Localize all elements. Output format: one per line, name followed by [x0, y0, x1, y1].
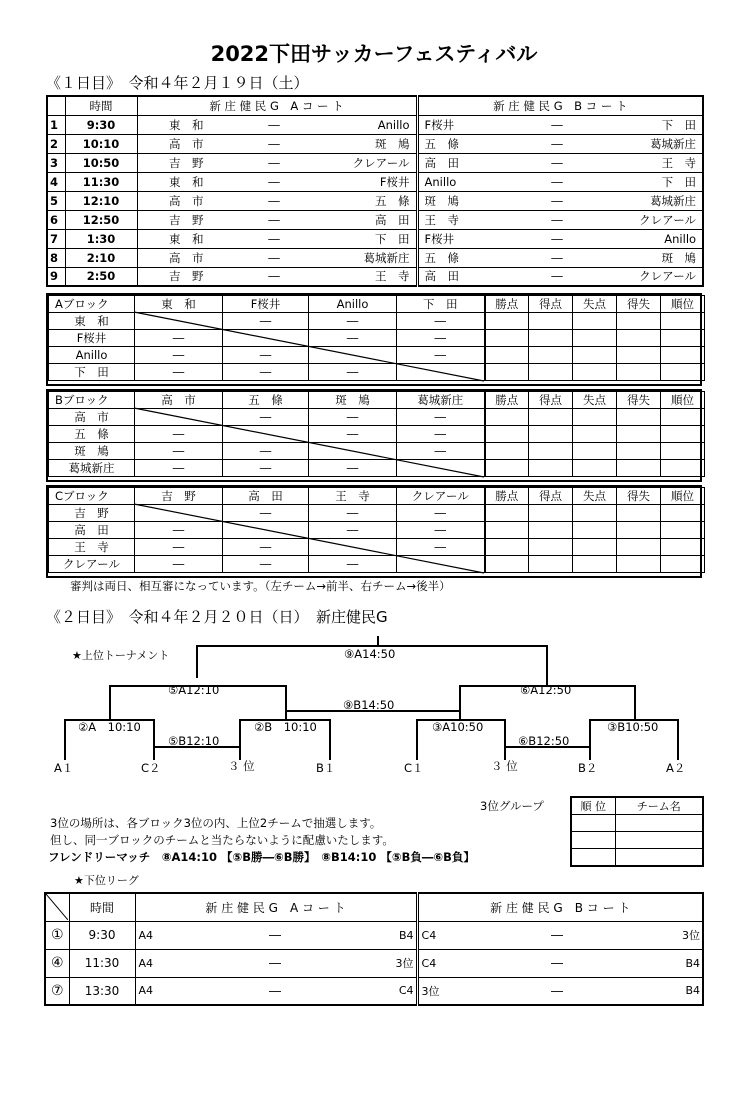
block-column-team: 五 條	[223, 392, 309, 409]
court-b-right-team: 下 田	[601, 172, 703, 191]
court-b-left-team: Anillo	[417, 172, 513, 191]
block-row-team: 東 和	[49, 313, 135, 330]
match-time: 10:50	[65, 153, 137, 172]
court-b-vs: ―	[513, 210, 601, 229]
court-b-left-team: C4	[417, 921, 477, 949]
court-a-right-team: C4	[355, 977, 417, 1005]
block-column-team: 斑 鳩	[309, 392, 397, 409]
bracket-qf-left-play: ⑤B12:10	[168, 734, 220, 748]
same-block-note: 但し、同一ブロックのチームと当たらないように配慮いたします。	[50, 833, 394, 847]
court-b-right-team: Anillo	[601, 229, 703, 248]
court-a-left-team: A4	[135, 977, 195, 1005]
block-row-team: 高 田	[49, 522, 135, 539]
stat-header: 失点	[573, 488, 617, 505]
block-name: Bブロック	[49, 392, 135, 409]
court-a-right-team: 王 寺	[313, 267, 417, 286]
third-cell	[615, 815, 703, 832]
header-court-b: 新 庄 健 民 G B コ ー ト	[417, 96, 703, 115]
result-cell: ―	[135, 347, 223, 364]
lower-league-table	[44, 892, 704, 1006]
bracket-semi-right: ⑥A12:50	[520, 683, 572, 697]
court-b-left-team: 五 條	[417, 248, 513, 267]
court-a-vs: ―	[235, 210, 313, 229]
match-time: 2:50	[65, 267, 137, 286]
result-cell: ―	[397, 347, 485, 364]
third-cell	[571, 815, 615, 832]
lower-match-time: 11:30	[69, 949, 135, 977]
result-cell: ―	[397, 443, 485, 460]
court-a-left-team: 東 和	[137, 172, 235, 191]
block-row-team: 五 條	[49, 426, 135, 443]
court-a-right-team: 五 條	[313, 191, 417, 210]
court-b-vs: ―	[513, 229, 601, 248]
bracket-seed: B２	[578, 761, 598, 775]
court-a-left-team: 高 市	[137, 191, 235, 210]
day2-heading: 《２日目》 令和４年２月２０日（日） 新庄健民G	[46, 608, 388, 626]
result-cell: ―	[223, 556, 309, 573]
bracket-seed: ３ 位	[228, 759, 255, 773]
court-b-left-team: 五 條	[417, 134, 513, 153]
match-number: 1	[47, 115, 65, 134]
block-row-team: 斑 鳩	[49, 443, 135, 460]
block-row-team: F桜井	[49, 330, 135, 347]
result-cell: ―	[223, 505, 309, 522]
page-title: 2022下田サッカーフェスティバル	[210, 42, 538, 66]
court-b-right-team: 下 田	[601, 115, 703, 134]
court-a-left-team: 吉 野	[137, 210, 235, 229]
result-cell: ―	[135, 426, 223, 443]
lower-row	[45, 921, 703, 949]
block-column-team: 下 田	[397, 296, 485, 313]
result-cell: ―	[135, 460, 223, 477]
court-b-left-team: F桜井	[417, 229, 513, 248]
match-time: 1:30	[65, 229, 137, 248]
court-b-left-team: 斑 鳩	[417, 191, 513, 210]
stat-header: 得点	[529, 296, 573, 313]
result-cell: ―	[309, 522, 397, 539]
court-b-left-team: 3位	[417, 977, 477, 1005]
bracket-qf-left-1: ②A 10:10	[78, 720, 141, 734]
result-cell: ―	[135, 330, 223, 347]
stat-header: 勝点	[485, 296, 529, 313]
lower-match-time: 13:30	[69, 977, 135, 1005]
court-b-right-team: クレアール	[601, 267, 703, 286]
court-a-right-team: 葛城新庄	[313, 248, 417, 267]
block-name: Aブロック	[49, 296, 135, 313]
court-a-left-team: 吉 野	[137, 153, 235, 172]
lower-header-time: 時間	[69, 893, 135, 921]
block-column-team: 吉 野	[135, 488, 223, 505]
stat-header: 得点	[529, 488, 573, 505]
stat-header: 得点	[529, 392, 573, 409]
third-cell	[615, 832, 703, 849]
match-number: 7	[47, 229, 65, 248]
court-b-right-team: B4	[637, 949, 703, 977]
upper-tournament-label: ★上位トーナメント	[72, 649, 170, 662]
friendly-match-note: フレンドリーマッチ ⑧A14:10 【⑤B勝―⑥B勝】 ⑧B14:10 【⑤B負―⑥B負】	[48, 850, 475, 864]
lower-league-label: ★下位リーグ	[74, 874, 139, 887]
lower-match-number: ①	[45, 921, 69, 949]
court-a-vs: ―	[235, 115, 313, 134]
court-a-left-team: 吉 野	[137, 267, 235, 286]
bracket-final: ⑨A14:50	[344, 647, 396, 661]
block-column-team: 東 和	[135, 296, 223, 313]
result-cell: ―	[309, 426, 397, 443]
court-a-vs: ―	[235, 153, 313, 172]
court-b-vs: ―	[513, 172, 601, 191]
lower-header-corner	[45, 893, 69, 921]
lower-row	[45, 949, 703, 977]
header-time: 時間	[65, 96, 137, 115]
court-a-vs: ―	[235, 248, 313, 267]
court-a-right-team: 高 田	[313, 210, 417, 229]
court-b-left-team: 高 田	[417, 153, 513, 172]
block-column-team: 葛城新庄	[397, 392, 485, 409]
stat-header: 失点	[573, 296, 617, 313]
bracket-qf-right-1: ③A10:50	[432, 720, 484, 734]
stat-header: 失点	[573, 392, 617, 409]
court-a-left-team: 高 市	[137, 248, 235, 267]
result-cell: ―	[309, 409, 397, 426]
match-time: 11:30	[65, 172, 137, 191]
result-cell: ―	[223, 364, 309, 381]
day1-heading: 《１日目》 令和４年２月１９日（土）	[46, 74, 309, 92]
court-a-right-team: 斑 鳩	[313, 134, 417, 153]
block-name: Cブロック	[49, 488, 135, 505]
third-cell	[615, 849, 703, 866]
match-time: 12:50	[65, 210, 137, 229]
bracket-qf-right-play: ⑥B12:50	[518, 734, 570, 748]
court-b-right-team: 王 寺	[601, 153, 703, 172]
third-group-label: 3位グループ	[480, 799, 544, 813]
result-cell: ―	[135, 556, 223, 573]
match-time: 10:10	[65, 134, 137, 153]
result-cell: ―	[223, 460, 309, 477]
court-a-vs: ―	[195, 977, 355, 1005]
court-a-right-team: F桜井	[313, 172, 417, 191]
match-number: 2	[47, 134, 65, 153]
result-cell: ―	[309, 460, 397, 477]
court-b-vs: ―	[477, 921, 637, 949]
result-cell: ―	[223, 313, 309, 330]
result-cell: ―	[397, 426, 485, 443]
third-cell	[571, 849, 615, 866]
bracket-seed: C１	[404, 761, 424, 775]
stat-header: 順位	[661, 392, 705, 409]
court-b-vs: ―	[513, 267, 601, 286]
block-row-team: クレアール	[49, 556, 135, 573]
match-number: 4	[47, 172, 65, 191]
court-b-vs: ―	[513, 248, 601, 267]
block-column-team: 高 田	[223, 488, 309, 505]
court-a-left-team: 東 和	[137, 229, 235, 248]
block-row-team: 王 寺	[49, 539, 135, 556]
court-b-vs: ―	[513, 153, 601, 172]
bracket-seed: B１	[316, 761, 336, 775]
header-court-a: 新 庄 健 民 G A コ ー ト	[137, 96, 417, 115]
result-cell: ―	[135, 443, 223, 460]
court-b-left-team: 高 田	[417, 267, 513, 286]
court-b-vs: ―	[513, 134, 601, 153]
diagonal-line	[46, 894, 68, 920]
block-row-team: 高 市	[49, 409, 135, 426]
court-a-vs: ―	[235, 134, 313, 153]
lower-match-number: ⑦	[45, 977, 69, 1005]
match-number: 3	[47, 153, 65, 172]
result-cell: ―	[309, 556, 397, 573]
court-a-right-team: B4	[355, 921, 417, 949]
court-b-right-team: 葛城新庄	[601, 191, 703, 210]
block-row-team: 葛城新庄	[49, 460, 135, 477]
stat-header: 得失	[617, 488, 661, 505]
court-a-left-team: A4	[135, 949, 195, 977]
result-cell: ―	[397, 522, 485, 539]
court-b-right-team: 葛城新庄	[601, 134, 703, 153]
block-row-team: 下 田	[49, 364, 135, 381]
third-group-table	[570, 796, 704, 867]
court-b-left-team: C4	[417, 949, 477, 977]
court-a-vs: ―	[235, 172, 313, 191]
stat-header: 順位	[661, 488, 705, 505]
result-cell: ―	[223, 409, 309, 426]
bracket-qf-right-2: ③B10:50	[607, 720, 659, 734]
lottery-note: 3位の場所は、各ブロック3位の内、上位2チームで抽選します。	[50, 816, 382, 830]
lower-row	[45, 977, 703, 1005]
block-column-team: 王 寺	[309, 488, 397, 505]
match-number: 9	[47, 267, 65, 286]
court-a-right-team: Anillo	[313, 115, 417, 134]
result-cell: ―	[135, 364, 223, 381]
result-cell: ―	[135, 522, 223, 539]
lower-header-court-a: 新 庄 健 民 G A コ ー ト	[135, 893, 417, 921]
court-a-vs: ―	[235, 191, 313, 210]
block-column-team: Anillo	[309, 296, 397, 313]
stat-header: 勝点	[485, 488, 529, 505]
bracket-semi-left: ⑤A12:10	[168, 683, 220, 697]
stat-header: 得失	[617, 392, 661, 409]
lower-match-number: ④	[45, 949, 69, 977]
third-header-rank: 順 位	[571, 797, 615, 815]
result-cell: ―	[397, 409, 485, 426]
referee-note: 審判は両日、相互審になっています。（左チーム→前半、右チーム→後半）	[70, 579, 451, 593]
match-time: 2:10	[65, 248, 137, 267]
lower-match-time: 9:30	[69, 921, 135, 949]
result-cell: ―	[397, 539, 485, 556]
court-b-vs: ―	[513, 191, 601, 210]
court-b-vs: ―	[477, 977, 637, 1005]
block-column-team: F桜井	[223, 296, 309, 313]
court-b-right-team: クレアール	[601, 210, 703, 229]
court-a-left-team: 高 市	[137, 134, 235, 153]
result-cell: ―	[309, 364, 397, 381]
result-cell: ―	[309, 505, 397, 522]
bracket-third-place: ⑨B14:50	[343, 698, 395, 712]
court-a-right-team: 下 田	[313, 229, 417, 248]
court-b-right-team: 斑 鳩	[601, 248, 703, 267]
block-row-team: Anillo	[49, 347, 135, 364]
match-number: 8	[47, 248, 65, 267]
stat-header: 得失	[617, 296, 661, 313]
block-row-team: 吉 野	[49, 505, 135, 522]
court-a-vs: ―	[235, 229, 313, 248]
lower-header-court-b: 新 庄 健 民 G B コ ー ト	[417, 893, 703, 921]
third-header-team: チーム名	[615, 797, 703, 815]
lower-header-row	[45, 893, 703, 921]
bracket-seed: ３ 位	[491, 759, 518, 773]
block-column-team: 高 市	[135, 392, 223, 409]
result-cell: ―	[397, 330, 485, 347]
court-a-left-team: A4	[135, 921, 195, 949]
court-b-left-team: F桜井	[417, 115, 513, 134]
result-cell: ―	[309, 313, 397, 330]
bracket-seed: C２	[141, 761, 161, 775]
result-cell: ―	[223, 539, 309, 556]
bracket-seed: A１	[54, 761, 74, 775]
court-a-vs: ―	[235, 267, 313, 286]
match-number: 5	[47, 191, 65, 210]
court-a-right-team: 3位	[355, 949, 417, 977]
court-a-left-team: 東 和	[137, 115, 235, 134]
bracket-qf-left-2: ②B 10:10	[254, 720, 317, 734]
result-cell: ―	[223, 347, 309, 364]
court-a-vs: ―	[195, 949, 355, 977]
court-b-left-team: 王 寺	[417, 210, 513, 229]
block-column-team: クレアール	[397, 488, 485, 505]
bracket-seed: A２	[666, 761, 686, 775]
stat-header: 順位	[661, 296, 705, 313]
court-b-vs: ―	[513, 115, 601, 134]
third-cell	[571, 832, 615, 849]
result-cell: ―	[309, 330, 397, 347]
result-cell: ―	[223, 443, 309, 460]
court-b-right-team: B4	[637, 977, 703, 1005]
match-number: 6	[47, 210, 65, 229]
result-cell: ―	[135, 539, 223, 556]
court-a-vs: ―	[195, 921, 355, 949]
result-cell: ―	[397, 505, 485, 522]
result-cell: ―	[397, 313, 485, 330]
court-a-right-team: クレアール	[313, 153, 417, 172]
court-b-vs: ―	[477, 949, 637, 977]
court-b-right-team: 3位	[637, 921, 703, 949]
match-time: 12:10	[65, 191, 137, 210]
stat-header: 勝点	[485, 392, 529, 409]
match-time: 9:30	[65, 115, 137, 134]
